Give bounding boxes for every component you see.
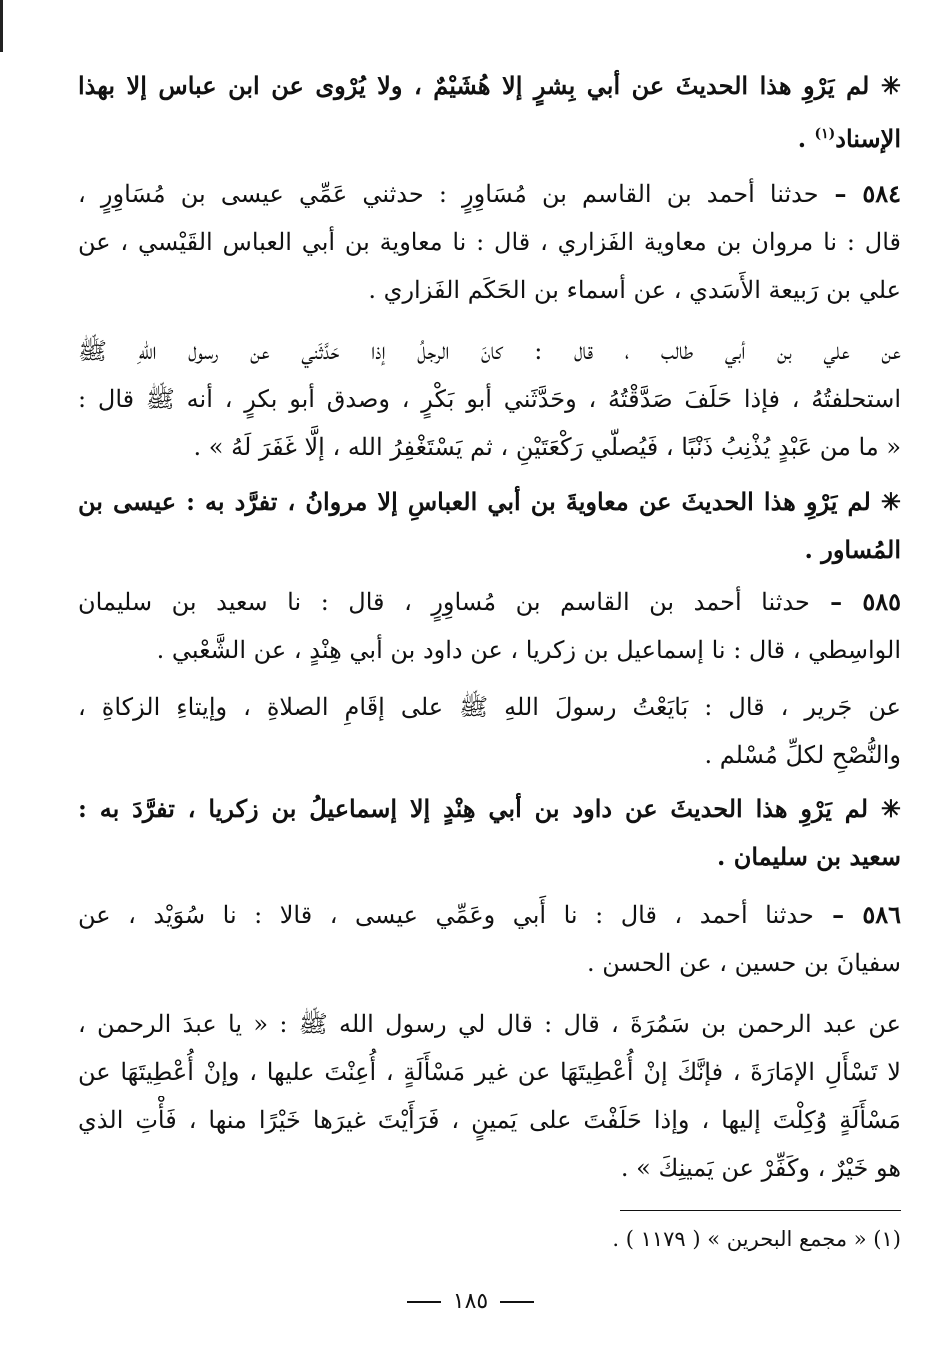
commentary-block-2 — [78, 478, 901, 574]
hadith-number: ٥٨٦ — [862, 900, 901, 929]
hadith-585-matn — [78, 683, 901, 779]
text-line: ✳ لم يَرْوِ هذا الحديثَ عن معاويةَ بن أبي العباسِ إلا مروانُ ، تفرَّد به : عيسى بن — [78, 487, 901, 516]
hadith-586-isnad — [78, 891, 901, 987]
text-line: الواسِطي ، قال : نا إسماعيل بن زكريا ، عن داود بن أبي هِنْدٍ ، عن الشَّعْبي . — [156, 636, 901, 664]
text-line: ✳ لم يَرْوِ هذا الحديثَ عن أبي بِشرٍ إلا هُشَيْمٌ ، ولا يُرْوى عن ابن عباس إلا بهذا — [78, 71, 901, 100]
footnote-separator — [620, 1210, 901, 1211]
hadith-586-matn — [78, 1000, 901, 1192]
text-line-part: حدثنا أحمد بن القاسم بن مُساوِرٍ ، قال : نا سعيد بن سليمان — [78, 588, 810, 616]
dash: – — [813, 900, 863, 929]
dash: – — [818, 179, 863, 208]
footnote: (١) « مجمع البحرين » ( ١١٧٩ ) . — [612, 1227, 901, 1251]
hadith-584-matn — [78, 327, 901, 471]
text-line: علي بن رَبيعة الأَسَدي ، عن أسماء بن الحَكَم الفَزاري . — [368, 276, 901, 304]
commentary-block-3 — [78, 785, 901, 881]
text-line: هو خَيْرٌ ، وكَفِّرْ عن يَمينِكَ » . — [620, 1154, 901, 1182]
text-line: المُساور . — [804, 535, 901, 564]
text-line: مَسْأَلَةٍ وُكِلْتَ إليها ، وإذا حَلَفْتَ على يَمينٍ ، فَرَأَيْتَ غيرَها خَيْرًا منها ، فَأْتِ الذي — [78, 1106, 901, 1134]
hadith-number: ٥٨٥ — [862, 587, 901, 616]
text-line — [78, 110, 901, 158]
text-line: استحلفتُهُ ، فإذا حَلَفَ صَدَّقْتُهُ ، وحَدَّثَني أبو بَكْرٍ ، وصدق أبو بكرٍ ، أنه ﷺ قال : — [78, 385, 901, 413]
text-line: لا تَسْأَلِ الإمَارَةَ ، فإنَّكَ إنْ أُعْطِيتَهَا عن غير مَسْأَلَةٍ ، أُعِنْتَ عليها ، وإنْ أُعْطِيتَهَا عن — [78, 1058, 901, 1086]
text-line: ✳ لم يَرْوِ هذا الحديثَ عن داود بن أبي هِنْدٍ إلا إسماعيلُ بن زكريا ، تفرَّدَ به : — [78, 794, 901, 823]
text-line-part: حدثنا أحمد ، قال : نا أَبي وعَمِّي عيسى ، قالا : نا سُوَيْد ، عن — [78, 901, 814, 929]
text-line: قال : نا مروان بن معاوية الفَزاري ، قال : نا معاوية بن أبي العباس القَيْسي ، عن — [78, 228, 901, 256]
dash — [500, 1301, 534, 1303]
text-line — [78, 170, 901, 218]
text-line: « ما من عَبْدٍ يُذْنِبُ ذَنْبًا ، فَيُصلّي رَكْعَتَيْنِ ، ثم يَسْتَغْفِرُ الله ، إلَّا غَفَرَ لَهُ » . — [193, 433, 901, 461]
page-number — [0, 1284, 941, 1320]
text-line — [78, 578, 901, 626]
text-line: عن جَرير ، قال : بَايَعْتُ رسولَ اللهِ ﷺ على إقَامِ الصلاةِ ، وإيتاءِ الزكاةِ ، — [78, 693, 901, 721]
text-line: عن علي بن أبي طالب ، قال : كانَ الرجلُ إذا حَدَّثَني عن رسول اللهِ ﷺ — [78, 337, 901, 365]
margin-line — [0, 0, 3, 52]
hadith-number: ٥٨٤ — [862, 179, 901, 208]
commentary-block-1 — [78, 62, 901, 158]
text-line: والنُّصْحِ لكلِّ مُسْلم . — [704, 741, 901, 769]
text-line: عن عبد الرحمن بن سَمُرَةَ ، قال : قال لي رسول الله ﷺ : « يا عبدَ الرحمن ، — [78, 1010, 901, 1038]
text-line — [78, 891, 901, 939]
text-line: سفيانَ بن حسين ، عن الحسن . — [586, 949, 901, 977]
text-line: سعيد بن سليمان . — [716, 842, 901, 871]
text-line-part: الإسناد — [835, 124, 901, 153]
dash: – — [809, 587, 863, 616]
text-line-part: . — [797, 124, 815, 153]
text-line-part: حدثنا أحمد بن القاسم بن مُسَاوِرٍ : حدثني عَمِّي عيسى بن مُسَاوِرٍ ، — [78, 180, 819, 208]
hadith-584-isnad — [78, 170, 901, 314]
footnote-ref[interactable]: (١) — [814, 126, 836, 142]
page-number-text: ١٨٥ — [452, 1289, 489, 1314]
dash — [407, 1301, 441, 1303]
hadith-585-isnad — [78, 578, 901, 674]
